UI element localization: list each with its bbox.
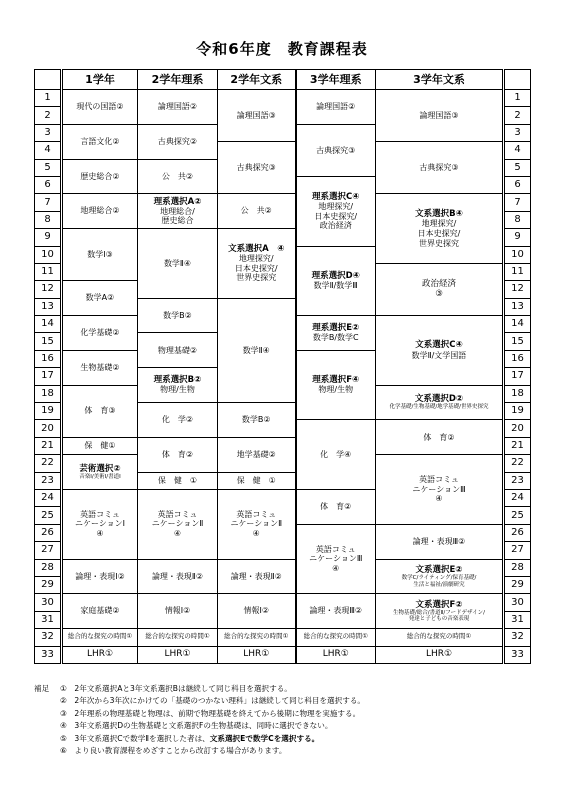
period-number: 12	[35, 281, 62, 298]
period-number: 10	[504, 246, 531, 263]
note-item	[34, 695, 534, 707]
header-year3-science: 3学年理系	[296, 70, 376, 90]
note-item	[34, 720, 534, 732]
period-number: 7	[35, 194, 62, 211]
period-number: 9	[35, 229, 62, 246]
cell-y2h-6: 数学B②	[218, 403, 296, 438]
cell-y1-8: 生物基礎②	[62, 350, 138, 385]
period-number: 31	[35, 611, 62, 628]
cell-y1-13: 論理・表現Ⅰ②	[62, 559, 138, 594]
period-number: 11	[504, 263, 531, 280]
cell-y3h-9: 論理・表現Ⅲ②	[376, 524, 504, 559]
period-number: 4	[35, 142, 62, 159]
period-number: 15	[504, 333, 531, 350]
period-number: 16	[504, 350, 531, 367]
cell-y2h-2: 古典探究③	[218, 142, 296, 194]
cell-y2s-8: 理系選択B② 物理/生物	[138, 368, 218, 403]
period-number: 11	[35, 263, 62, 280]
period-number: 12	[504, 281, 531, 298]
notes	[34, 683, 534, 757]
table-row	[35, 559, 531, 576]
period-number: 9	[504, 229, 531, 246]
cell-y3h-1: 論理国語③	[376, 90, 504, 142]
cell-y3s-8: 体 育②	[296, 489, 376, 524]
period-number: 19	[504, 403, 531, 420]
period-number: 33	[504, 646, 531, 663]
period-number: 19	[35, 403, 62, 420]
cell-y2s-13: 論理・表現Ⅱ②	[138, 559, 218, 594]
cell-y1-10: 保 健①	[62, 437, 138, 454]
period-number: 13	[35, 298, 62, 315]
table-row	[35, 594, 531, 611]
note-text: ④ 3年文系選択Dの生物基礎と文系選択Fの生物基礎は、同時に選択できない。	[60, 721, 333, 731]
period-number: 1	[35, 90, 62, 107]
period-number: 22	[35, 455, 62, 472]
cell-y3h-10: 文系選択E② 数学C/ライティング/保育基礎/ 生活と福祉/演劇研究	[376, 559, 504, 594]
cell-y2h-7: 地学基礎②	[218, 437, 296, 472]
cell-y3s-10: 論理・表現Ⅲ②	[296, 594, 376, 629]
cell-y1-3: 歴史総合②	[62, 159, 138, 194]
note-text: ① 2年文系選択Aと3年文系選択Bは継続して同じ科目を選択する。	[60, 684, 292, 693]
period-number: 8	[35, 211, 62, 228]
cell-y2s-16: LHR①	[138, 646, 218, 663]
cell-y2h-10: 論理・表現Ⅱ②	[218, 559, 296, 594]
cell-y2h-11: 情報Ⅰ②	[218, 594, 296, 629]
header-year2-science: 2学年理系	[138, 70, 218, 90]
cell-y2s-14: 情報Ⅰ②	[138, 594, 218, 629]
period-number: 17	[504, 368, 531, 385]
cell-y3h-12: 総合的な探究の時間①	[376, 629, 504, 646]
cell-y2s-11: 保 健 ①	[138, 472, 218, 489]
period-number: 24	[504, 489, 531, 506]
cell-y2s-6: 数学B②	[138, 298, 218, 333]
cell-y2s-15: 総合的な探究の時間①	[138, 629, 218, 646]
period-number: 14	[504, 316, 531, 333]
cell-y3h-5: 文系選択C④ 数学Ⅱ/文学国語	[376, 316, 504, 386]
cell-y2h-13: LHR①	[218, 646, 296, 663]
header-year1: 1学年	[62, 70, 138, 90]
cell-y1-1: 現代の国語②	[62, 90, 138, 125]
period-number: 15	[35, 333, 62, 350]
period-number: 6	[504, 176, 531, 193]
cell-y3h-4: 政治経済 ③	[376, 263, 504, 315]
note-item	[34, 683, 534, 695]
cell-y1-12: 英語コミュ ニケーションⅠ ④	[62, 489, 138, 559]
period-number: 21	[35, 437, 62, 454]
period-number: 29	[504, 576, 531, 593]
note-item	[34, 745, 534, 757]
cell-y2h-4: 文系選択A ④ 地理探究/ 日本史探究/ 世界史探究	[218, 229, 296, 299]
cell-y1-15: 総合的な探究の時間①	[62, 629, 138, 646]
period-number: 27	[35, 542, 62, 559]
header-blank-right	[504, 70, 531, 90]
period-number: 6	[35, 176, 62, 193]
cell-y3h-13: LHR①	[376, 646, 504, 663]
cell-y3h-11: 文系選択F② 生物基礎/総合/書道Ⅱ/フードデザイン/ 発達と子どもの音楽表現	[376, 594, 504, 629]
cell-y3s-3: 理系選択C④ 地理探究/ 日本史探究/ 政治経済	[296, 176, 376, 246]
period-number: 16	[35, 350, 62, 367]
cell-y2s-9: 化 学②	[138, 403, 218, 438]
cell-y2s-2: 古典探究②	[138, 124, 218, 159]
table-row	[35, 629, 531, 646]
period-number: 31	[504, 611, 531, 628]
cell-y2s-10: 体 育②	[138, 437, 218, 472]
period-number: 7	[504, 194, 531, 211]
header-year2-humanities: 2学年文系	[218, 70, 296, 90]
period-number: 25	[504, 507, 531, 524]
period-number: 13	[504, 298, 531, 315]
cell-y1-2: 言語文化②	[62, 124, 138, 159]
period-number: 20	[35, 420, 62, 437]
period-number: 32	[35, 629, 62, 646]
cell-y2h-1: 論理国語③	[218, 90, 296, 142]
header-row	[35, 70, 531, 90]
cell-y3h-2: 古典探究③	[376, 142, 504, 194]
period-number: 23	[504, 472, 531, 489]
cell-y3s-11: 総合的な探究の時間①	[296, 629, 376, 646]
curriculum-table	[34, 69, 531, 664]
cell-y1-5: 数学Ⅰ③	[62, 229, 138, 281]
period-number: 25	[35, 507, 62, 524]
cell-y3s-4: 理系選択D④ 数学Ⅱ/数学Ⅲ	[296, 246, 376, 316]
period-number: 10	[35, 246, 62, 263]
period-number: 32	[504, 629, 531, 646]
cell-y3s-7: 化 学④	[296, 420, 376, 490]
table-row	[35, 90, 531, 107]
cell-y2s-12: 英語コミュ ニケーションⅡ ④	[138, 489, 218, 559]
period-number: 2	[504, 107, 531, 124]
note-text: ③ 2年理系の物理基礎と物理は、前期で物理基礎を終えてから後期に物理を実施する。	[60, 708, 361, 718]
cell-y2s-7: 物理基礎②	[138, 333, 218, 368]
note-item	[34, 708, 534, 720]
cell-y2s-3: 公 共②	[138, 159, 218, 194]
cell-y3s-5: 理系選択E② 数学B/数学C	[296, 316, 376, 351]
cell-y2s-1: 論理国語②	[138, 90, 218, 125]
period-number: 27	[504, 542, 531, 559]
period-number: 18	[35, 385, 62, 402]
period-number: 4	[504, 142, 531, 159]
period-number: 28	[504, 559, 531, 576]
note-text: ⑥ より良い教育課程をめざすことから改訂する場合があります。	[60, 746, 287, 756]
cell-y2h-5: 数学Ⅱ④	[218, 298, 296, 402]
cell-y1-14: 家庭基礎②	[62, 594, 138, 629]
period-number: 26	[35, 524, 62, 541]
cell-y1-16: LHR①	[62, 646, 138, 663]
cell-y2h-12: 総合的な探究の時間①	[218, 629, 296, 646]
header-blank-left	[35, 70, 62, 90]
period-number: 18	[504, 385, 531, 402]
cell-y1-6: 数学A②	[62, 281, 138, 316]
period-number: 14	[35, 316, 62, 333]
cell-y3s-6: 理系選択F④ 物理/生物	[296, 350, 376, 420]
cell-y2h-3: 公 共②	[218, 194, 296, 229]
cell-y3s-9: 英語コミュ ニケーションⅢ ④	[296, 524, 376, 594]
notes-label: 補足	[34, 684, 50, 693]
period-number: 8	[504, 211, 531, 228]
cell-y3s-1: 論理国語②	[296, 90, 376, 125]
period-number: 20	[504, 420, 531, 437]
period-number: 29	[35, 576, 62, 593]
period-number: 26	[504, 524, 531, 541]
cell-y3h-6: 文系選択D② 化学基礎/生物基礎/地学基礎/世界史探究	[376, 385, 504, 420]
period-number: 2	[35, 107, 62, 124]
period-number: 22	[504, 455, 531, 472]
cell-y2s-5: 数学Ⅱ④	[138, 229, 218, 299]
period-number: 30	[35, 594, 62, 611]
period-number: 5	[504, 159, 531, 176]
cell-y1-9: 体 育③	[62, 385, 138, 437]
table-row	[35, 646, 531, 663]
cell-y2s-4: 理系選択A② 地理総合/ 歴史総合	[138, 194, 218, 229]
cell-y1-7: 化学基礎②	[62, 316, 138, 351]
note-text: ② 2年次から3年次にかけての「基礎のつかない理科」は継続して同じ科目を選択する。	[60, 696, 366, 706]
period-number: 23	[35, 472, 62, 489]
cell-y3s-12: LHR①	[296, 646, 376, 663]
cell-y3h-3: 文系選択B④ 地理探究/ 日本史探究/ 世界史探究	[376, 194, 504, 264]
period-number: 21	[504, 437, 531, 454]
period-number: 1	[504, 90, 531, 107]
period-number: 24	[35, 489, 62, 506]
table-row	[35, 194, 531, 211]
cell-y1-11: 芸術選択② 音楽Ⅰ/美術Ⅰ/書道Ⅰ	[62, 455, 138, 490]
cell-y2h-8: 保 健 ①	[218, 472, 296, 489]
cell-y3s-2: 古典探究③	[296, 124, 376, 176]
period-number: 33	[35, 646, 62, 663]
page-title: 令和6年度 教育課程表	[196, 40, 368, 58]
period-number: 3	[35, 124, 62, 141]
period-number: 30	[504, 594, 531, 611]
note-item	[34, 733, 534, 745]
cell-y2h-9: 英語コミュ ニケーションⅡ ④	[218, 489, 296, 559]
cell-y3h-8: 英語コミュ ニケーションⅢ ④	[376, 455, 504, 525]
period-number: 5	[35, 159, 62, 176]
cell-y1-4: 地理総合②	[62, 194, 138, 229]
period-number: 28	[35, 559, 62, 576]
header-year3-humanities: 3学年文系	[376, 70, 504, 90]
period-number: 17	[35, 368, 62, 385]
note-text: ⑤ 3年文系選択Cで数学Ⅱを選択した者は、文系選択Eで数学Cを選択する。	[60, 733, 320, 743]
cell-y3h-7: 体 育②	[376, 420, 504, 455]
period-number: 3	[504, 124, 531, 141]
